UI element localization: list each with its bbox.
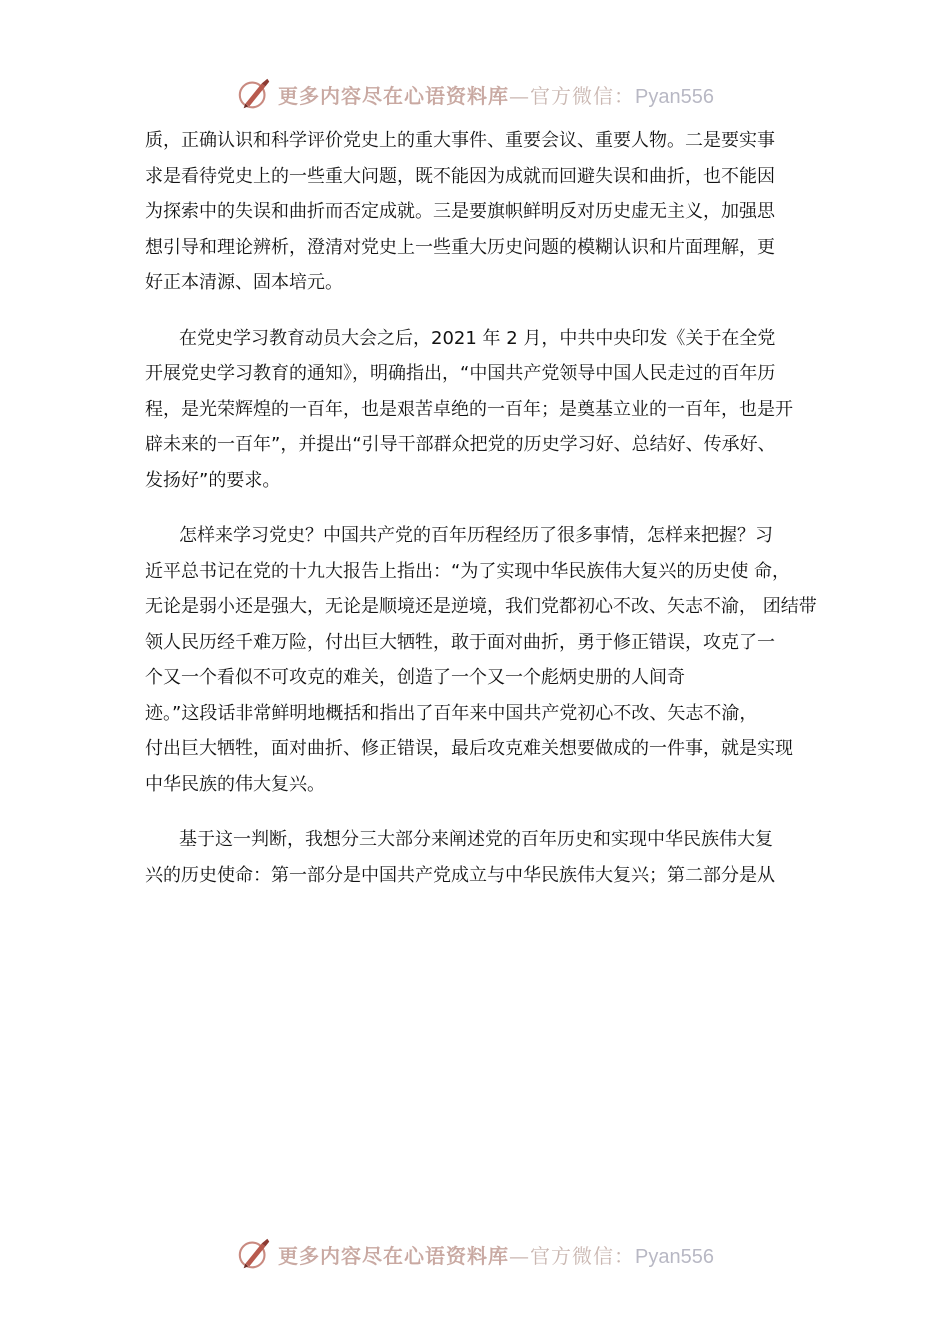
text-line: 在党史学习教育动员大会之后，2021 年 2 月，中共中央印发《关于在全党 bbox=[179, 327, 776, 349]
paragraph-4 bbox=[145, 822, 817, 893]
text-line: 好正本清源、固本培元。 bbox=[145, 272, 343, 293]
text-line: 付出巨大牺牲，面对曲折、修正错误，最后攻克难关想要做成的一件事，就是实现 bbox=[145, 738, 793, 759]
text-line: 个又一个看似不可攻克的难关，创造了一个又一个彪炳史册的人间奇 bbox=[145, 667, 685, 688]
text-line: 质，正确认识和科学评价党史上的重大事件、重要会议、重要人物。二是要实事 bbox=[145, 130, 775, 151]
footer-watermark-banner bbox=[0, 1232, 950, 1276]
text-line: 开展党史学习教育的通知》，明确指出，“中国共产党领导中国人民走过的百年历 bbox=[145, 363, 776, 384]
pen-logo-icon bbox=[236, 75, 274, 113]
text-line: 近平总书记在党的十九大报告上指出：“为了实现中华民族伟大复兴的历史使 命， bbox=[145, 560, 791, 582]
header-brand-text: 更多内容尽在心语资料库 bbox=[278, 83, 510, 108]
paragraph-2 bbox=[145, 321, 817, 499]
pen-logo-icon bbox=[236, 1235, 274, 1273]
paragraph-3 bbox=[145, 518, 817, 802]
text-line: 求是看待党史上的一些重大问题，既不能因为成就而回避失误和曲折，也不能因 bbox=[145, 165, 775, 187]
footer-wechat-id: Pyan556 bbox=[635, 1245, 714, 1268]
text-line: 无论是弱小还是强大，无论是顺境还是逆境，我们党都初心不改、矢志不渝， 团结带 bbox=[145, 596, 817, 617]
text-line: 发扬好”的要求。 bbox=[145, 469, 281, 491]
header-wechat-id: Pyan556 bbox=[635, 85, 714, 108]
text-line: 程，是光荣辉煌的一百年，也是艰苦卓绝的一百年；是奠基立业的一百年，也是开 bbox=[145, 398, 793, 420]
paragraph-1 bbox=[145, 123, 817, 301]
header-watermark-banner bbox=[0, 72, 950, 116]
header-watermark-text bbox=[278, 80, 714, 109]
text-line: 基于这一判断，我想分三大部分来阐述党的百年历史和实现中华民族伟大复 bbox=[179, 829, 773, 850]
text-line: 怎样来学习党史？中国共产党的百年历程经历了很多事情，怎样来把握？习 bbox=[179, 525, 773, 546]
text-line: 为探索中的失误和曲折而否定成就。三是要旗帜鲜明反对历史虚无主义，加强思 bbox=[145, 201, 775, 222]
document-body bbox=[145, 123, 817, 893]
footer-separator: — bbox=[509, 1243, 531, 1268]
text-line: 辟未来的一百年”，并提出“引导干部群众把党的历史学习好、总结好、传承好、 bbox=[145, 434, 776, 455]
text-line: 想引导和理论辨析，澄清对党史上一些重大历史问题的模糊认识和片面理解，更 bbox=[145, 236, 775, 258]
footer-brand-text: 更多内容尽在心语资料库 bbox=[278, 1243, 510, 1268]
footer-wechat-label: 官方微信： bbox=[530, 1243, 636, 1268]
text-line: 中华民族的伟大复兴。 bbox=[145, 773, 325, 795]
text-line: 兴的历史使命：第一部分是中国共产党成立与中华民族伟大复兴；第二部分是从 bbox=[145, 864, 775, 886]
footer-watermark-text bbox=[278, 1240, 714, 1269]
header-separator: — bbox=[509, 83, 531, 108]
text-line: 领人民历经千难万险，付出巨大牺牲，敢于面对曲折，勇于修正错误，攻克了一 bbox=[145, 631, 775, 653]
header-wechat-label: 官方微信： bbox=[530, 83, 636, 108]
text-line: 迹。”这段话非常鲜明地概括和指出了百年来中国共产党初心不改、矢志不渝， bbox=[145, 702, 758, 724]
